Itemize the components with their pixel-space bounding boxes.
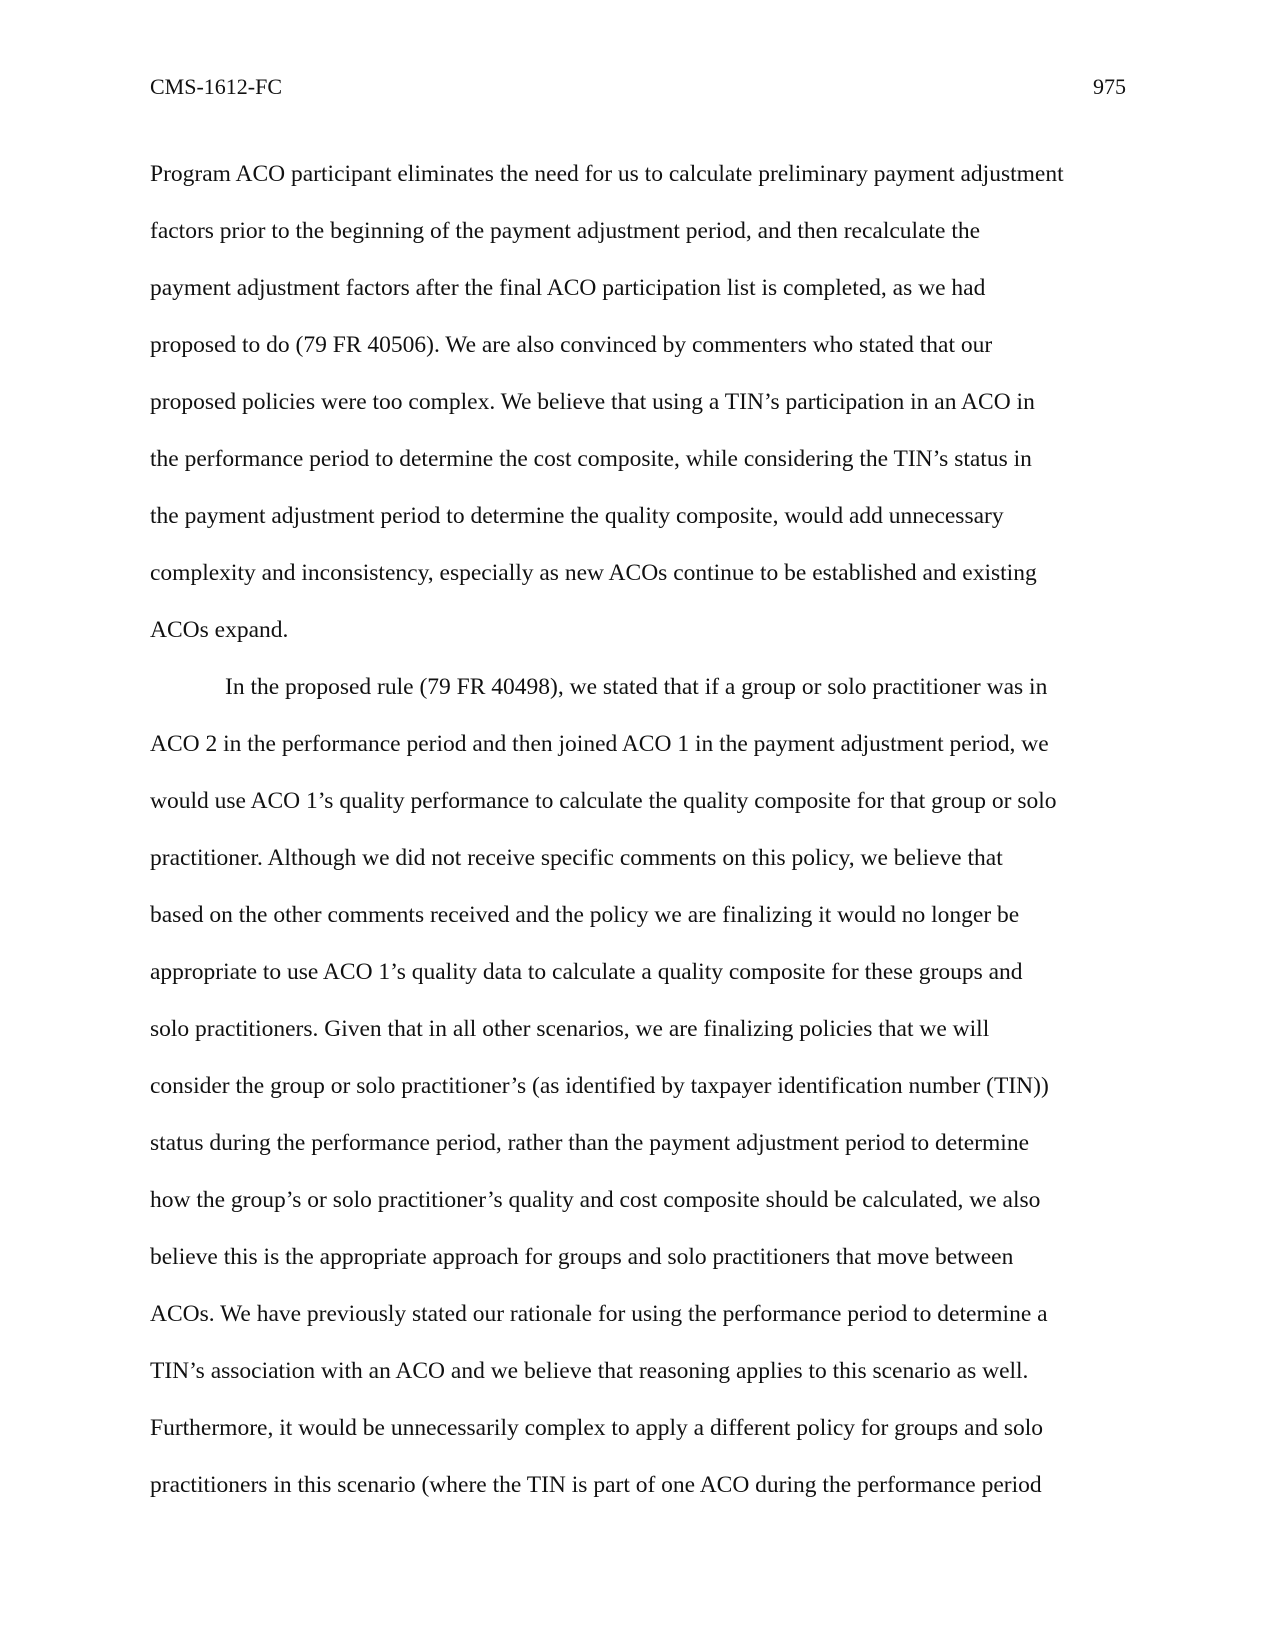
text-line: how the group’s or solo practitioner’s quality and cost composite should be calculated, we also (150, 1187, 1041, 1213)
document-id: CMS-1612-FC (150, 74, 283, 99)
text-line: practitioners in this scenario (where the TIN is part of one ACO during the performance period (150, 1472, 1042, 1498)
text-line: consider the group or solo practitioner’s (as identified by taxpayer identification number (TIN)) (150, 1073, 1049, 1099)
page-number: 975 (1093, 74, 1126, 99)
text-line: TIN’s association with an ACO and we believe that reasoning applies to this scenario as well. (150, 1358, 1029, 1384)
text-line: appropriate to use ACO 1’s quality data to calculate a quality composite for these groups and (150, 959, 1023, 985)
text-line: ACOs. We have previously stated our rationale for using the performance period to determine a (150, 1301, 1048, 1327)
text-line: believe this is the appropriate approach for groups and solo practitioners that move between (150, 1244, 1014, 1270)
text-line: status during the performance period, rather than the payment adjustment period to determine (150, 1130, 1030, 1156)
page-header (150, 72, 1126, 102)
text-line: the performance period to determine the cost composite, while considering the TIN’s status in (150, 446, 1032, 472)
text-line: payment adjustment factors after the final ACO participation list is completed, as we had (150, 275, 986, 301)
body-text (150, 146, 1126, 1514)
text-line: ACO 2 in the performance period and then joined ACO 1 in the payment adjustment period, we (150, 731, 1049, 757)
text-line: solo practitioners. Given that in all other scenarios, we are finalizing policies that we will (150, 1016, 990, 1042)
text-line: based on the other comments received and the policy we are finalizing it would no longer be (150, 902, 1020, 928)
text-line: Furthermore, it would be unnecessarily complex to apply a different policy for groups and solo (150, 1415, 1043, 1441)
text-line: Program ACO participant eliminates the need for us to calculate preliminary payment adjustment (150, 161, 1064, 187)
paragraph-start-line: In the proposed rule (79 FR 40498), we stated that if a group or solo practitioner was in (225, 674, 1048, 700)
text-line: practitioner. Although we did not receive specific comments on this policy, we believe that (150, 845, 1003, 871)
text-line: would use ACO 1’s quality performance to calculate the quality composite for that group or solo (150, 788, 1057, 814)
text-line: proposed policies were too complex. We believe that using a TIN’s participation in an ACO in (150, 389, 1035, 415)
text-line: the payment adjustment period to determine the quality composite, would add unnecessary (150, 503, 1004, 529)
text-line: factors prior to the beginning of the payment adjustment period, and then recalculate the (150, 218, 981, 244)
text-line: proposed to do (79 FR 40506). We are also convinced by commenters who stated that our (150, 332, 993, 358)
text-line: complexity and inconsistency, especially as new ACOs continue to be established and existing (150, 560, 1037, 586)
text-line: ACOs expand. (150, 617, 289, 643)
